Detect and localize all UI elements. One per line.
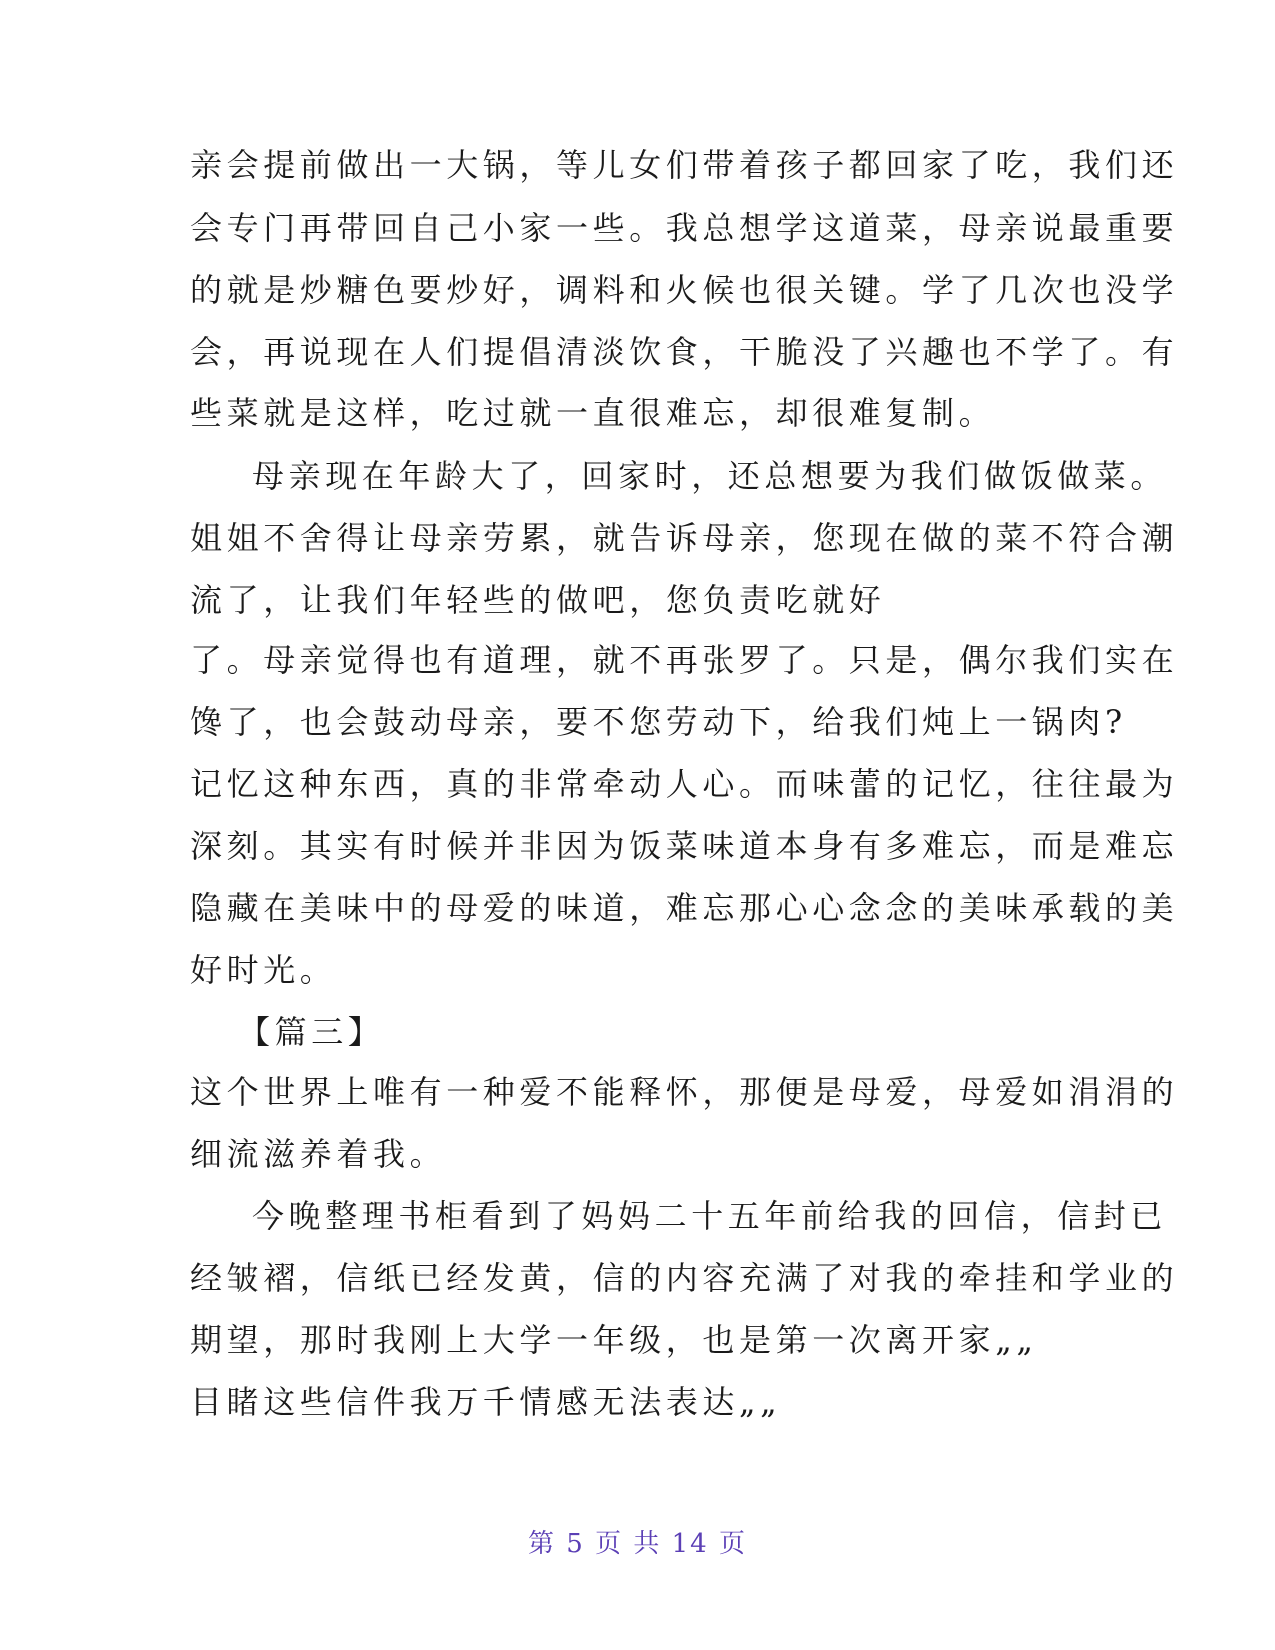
body-line: 些菜就是这样，吃过就一直很难忘，却很难复制。 xyxy=(190,394,996,432)
body-line: 会，再说现在人们提倡清淡饮食，干脆没了兴趣也不学了。有 xyxy=(190,333,1179,371)
body-line: 了。母亲觉得也有道理，就不再张罗了。只是，偶尔我们实在 xyxy=(190,641,1179,679)
body-line: 的就是炒糖色要炒好，调料和火候也很关键。学了几次也没学 xyxy=(190,271,1179,309)
body-line: 经皱褶，信纸已经发黄，信的内容充满了对我的牵挂和学业的 xyxy=(190,1259,1179,1297)
body-line: 今晚整理书柜看到了妈妈二十五年前给我的回信，信封已 xyxy=(252,1197,1168,1235)
body-line: 目睹这些信件我万千情感无法表达„„ xyxy=(190,1383,782,1421)
body-line: 记忆这种东西，真的非常牵动人心。而味蕾的记忆，往往最为 xyxy=(190,765,1179,803)
body-line: 细流滋养着我。 xyxy=(190,1135,447,1173)
body-line: 深刻。其实有时候并非因为饭菜味道本身有多难忘，而是难忘 xyxy=(190,827,1179,865)
body-line: 会专门再带回自己小家一些。我总想学这道菜，母亲说最重要 xyxy=(190,209,1179,247)
section-heading: 【篇三】 xyxy=(238,1013,385,1051)
body-line: 姐姐不舍得让母亲劳累，就告诉母亲，您现在做的菜不符合潮 xyxy=(190,519,1179,557)
page-number-footer: 第 5 页 共 14 页 xyxy=(528,1529,747,1559)
body-line: 好时光。 xyxy=(190,951,337,989)
body-line: 隐藏在美味中的母爱的味道，难忘那心心念念的美味承载的美 xyxy=(190,889,1179,927)
body-line: 这个世界上唯有一种爱不能释怀，那便是母爱，母爱如涓涓的 xyxy=(190,1073,1179,1111)
body-line: 流了，让我们年轻些的做吧，您负责吃就好 xyxy=(190,581,886,619)
body-line: 馋了，也会鼓动母亲，要不您劳动下，给我们炖上一锅肉? xyxy=(190,703,1127,741)
body-line: 母亲现在年龄大了，回家时，还总想要为我们做饭做菜。 xyxy=(252,457,1168,495)
body-line: 期望，那时我刚上大学一年级，也是第一次离开家„„ xyxy=(190,1321,1038,1359)
body-line: 亲会提前做出一大锅，等儿女们带着孩子都回家了吃，我们还 xyxy=(190,146,1179,184)
